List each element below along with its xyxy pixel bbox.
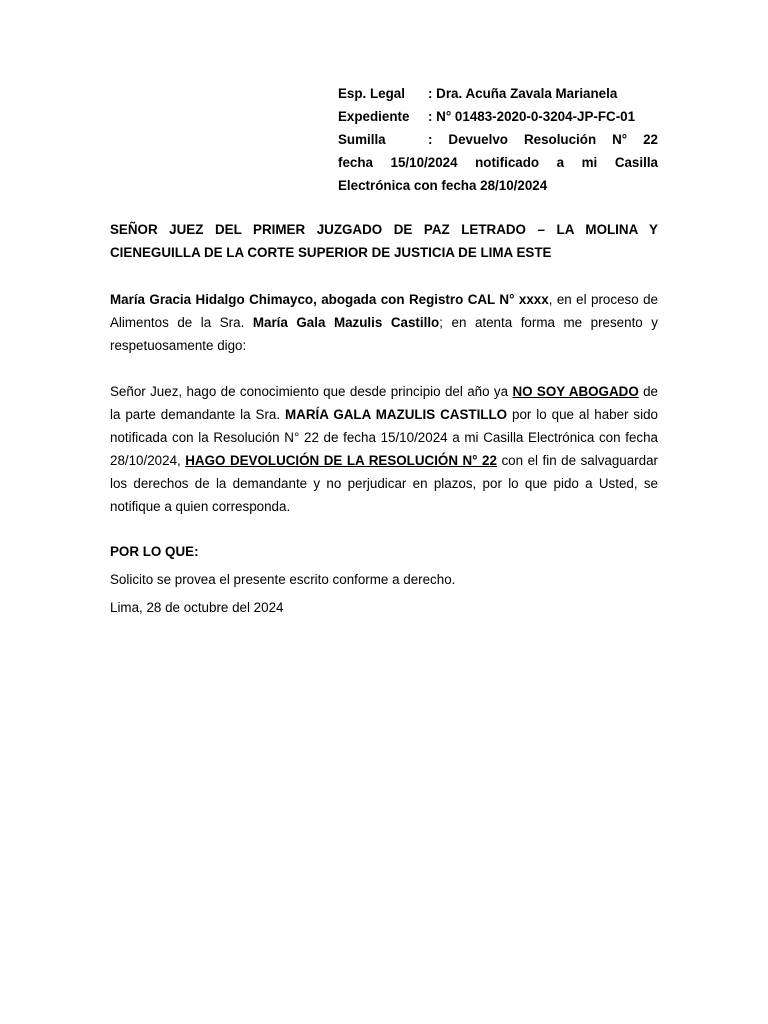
main-text-4: con el fin de salvaguardar los derechos de la demandante y no perjudicar en plazos, por lo que pido a Usted, se notifique a quien corresponda. bbox=[110, 453, 658, 514]
sumilla-value-first: : Devuelvo Resolución N° 22 bbox=[428, 132, 658, 147]
intro-text-1: , en el proceso de Alimentos de la Sra. bbox=[110, 292, 658, 330]
main-paragraph bbox=[110, 380, 658, 518]
main-text-1: Señor Juez, hago de conocimiento que desde principio del año ya bbox=[110, 384, 513, 399]
expediente-row bbox=[338, 105, 658, 128]
esp-legal-row bbox=[338, 82, 658, 105]
por-lo-que-heading: POR LO QUE: bbox=[110, 544, 199, 559]
esp-legal-label: Esp. Legal bbox=[338, 86, 405, 101]
no-soy-abogado: NO SOY ABOGADO bbox=[512, 384, 639, 399]
sumilla-label: Sumilla bbox=[338, 132, 386, 147]
sumilla-row bbox=[338, 128, 658, 151]
esp-legal-value: : Dra. Acuña Zavala Marianela bbox=[428, 86, 618, 101]
client-name: María Gala Mazulis Castillo bbox=[252, 315, 440, 330]
expediente-value: : N° 01483-2020-0-3204-JP-FC-01 bbox=[428, 109, 636, 124]
addressee: SEÑOR JUEZ DEL PRIMER JUZGADO DE PAZ LETRADO – LA MOLINA Y CIENEGUILLA DE LA CORTE SUPERIOR DE JUSTICIA DE LIMA ESTE bbox=[110, 222, 658, 260]
case-header bbox=[338, 82, 658, 197]
hago-devolucion: HAGO DEVOLUCIÓN DE LA RESOLUCIÓN N° 22 bbox=[185, 453, 497, 468]
intro-paragraph bbox=[110, 288, 658, 357]
request-line: Solicito se provea el presente escrito conforme a derecho. bbox=[110, 572, 456, 587]
main-text-2: de la parte demandante la Sra. bbox=[110, 384, 658, 422]
client-name-upper: MARÍA GALA MAZULIS CASTILLO bbox=[285, 407, 508, 422]
intro-text-2: ; en atenta forma me presento y respetuosamente digo: bbox=[110, 315, 658, 353]
date-line: Lima, 28 de octubre del 2024 bbox=[110, 600, 284, 615]
expediente-label: Expediente bbox=[338, 109, 410, 124]
sumilla-value-rest: fecha 15/10/2024 notificado a mi Casilla Electrónica con fecha 28/10/2024 bbox=[338, 155, 658, 193]
author-name: María Gracia Hidalgo Chimayco, abogada con Registro CAL N° xxxx bbox=[110, 292, 549, 307]
main-text-3: por lo que al haber sido notificada con la Resolución N° 22 de fecha 15/10/2024 a mi Casilla Electrónica con fecha 28/10/2024, bbox=[110, 407, 658, 468]
